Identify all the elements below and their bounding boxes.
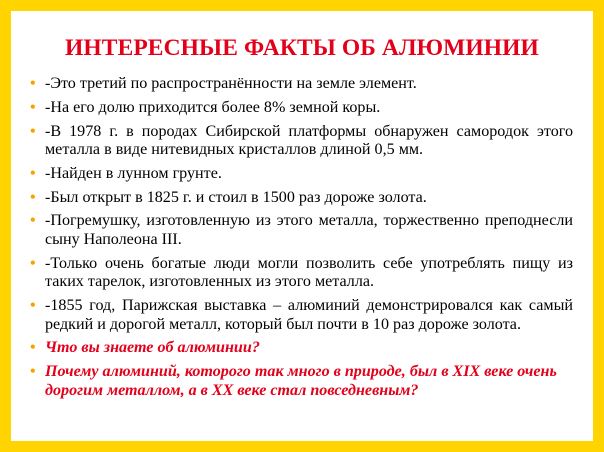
- fact-text: -Был открыт в 1825 г. и стоил в 1500 раз дороже золота.: [45, 188, 427, 206]
- bullet-icon: •: [30, 339, 36, 357]
- fact-text: -В 1978 г. в породах Сибирской платформы обнаружен самородок этого металла в виде нитевидных кристаллов длиной 0,5 мм.: [45, 122, 573, 159]
- question-text: Что вы знаете об алюминии?: [45, 339, 260, 357]
- fact-item: [30, 75, 573, 94]
- fact-item: [30, 99, 573, 118]
- fact-text: -Это третий по распространённости на земле элемент.: [45, 75, 417, 92]
- bullet-icon: •: [30, 212, 36, 230]
- fact-text: -Только очень богатые люди могли позволить себе употреблять пищу из таких тарелок, изготовленных из этого металла.: [45, 254, 573, 291]
- fact-text: -На его долю приходится более 8% земной коры.: [45, 98, 381, 116]
- question-item: [30, 363, 573, 400]
- fact-text: -Найден в лунном грунте.: [45, 164, 222, 182]
- fact-item: [30, 189, 573, 208]
- question-item: [30, 339, 573, 358]
- fact-item: [30, 255, 573, 292]
- facts-list: [30, 75, 573, 405]
- page-title: ИНТЕРЕСНЫЕ ФАКТЫ ОБ АЛЮМИНИИ: [65, 35, 539, 61]
- bullet-icon: •: [30, 75, 36, 92]
- fact-item: [30, 165, 573, 184]
- bullet-icon: •: [30, 297, 36, 315]
- fact-text: -1855 год, Парижская выставка – алюминий демонстрировался как самый редкий и дорогой металл, который был почти в 10 раз дороже золота.: [45, 297, 573, 333]
- fact-item: [30, 297, 573, 334]
- bullet-icon: •: [30, 122, 36, 140]
- bullet-icon: •: [30, 254, 36, 272]
- bullet-icon: •: [30, 164, 36, 182]
- bullet-icon: •: [30, 98, 36, 116]
- bullet-icon: •: [30, 363, 36, 381]
- fact-item: [30, 123, 573, 160]
- bullet-icon: •: [30, 188, 36, 206]
- fact-text: -Погремушку, изготовленную из этого металла, торжественно преподнесли сыну Наполеона III.: [45, 212, 573, 248]
- question-text: Почему алюминий, которого так много в природе, был в XIX веке очень дорогим металлом, а в XX веке стал повседневным?: [45, 363, 557, 399]
- fact-item: [30, 212, 573, 249]
